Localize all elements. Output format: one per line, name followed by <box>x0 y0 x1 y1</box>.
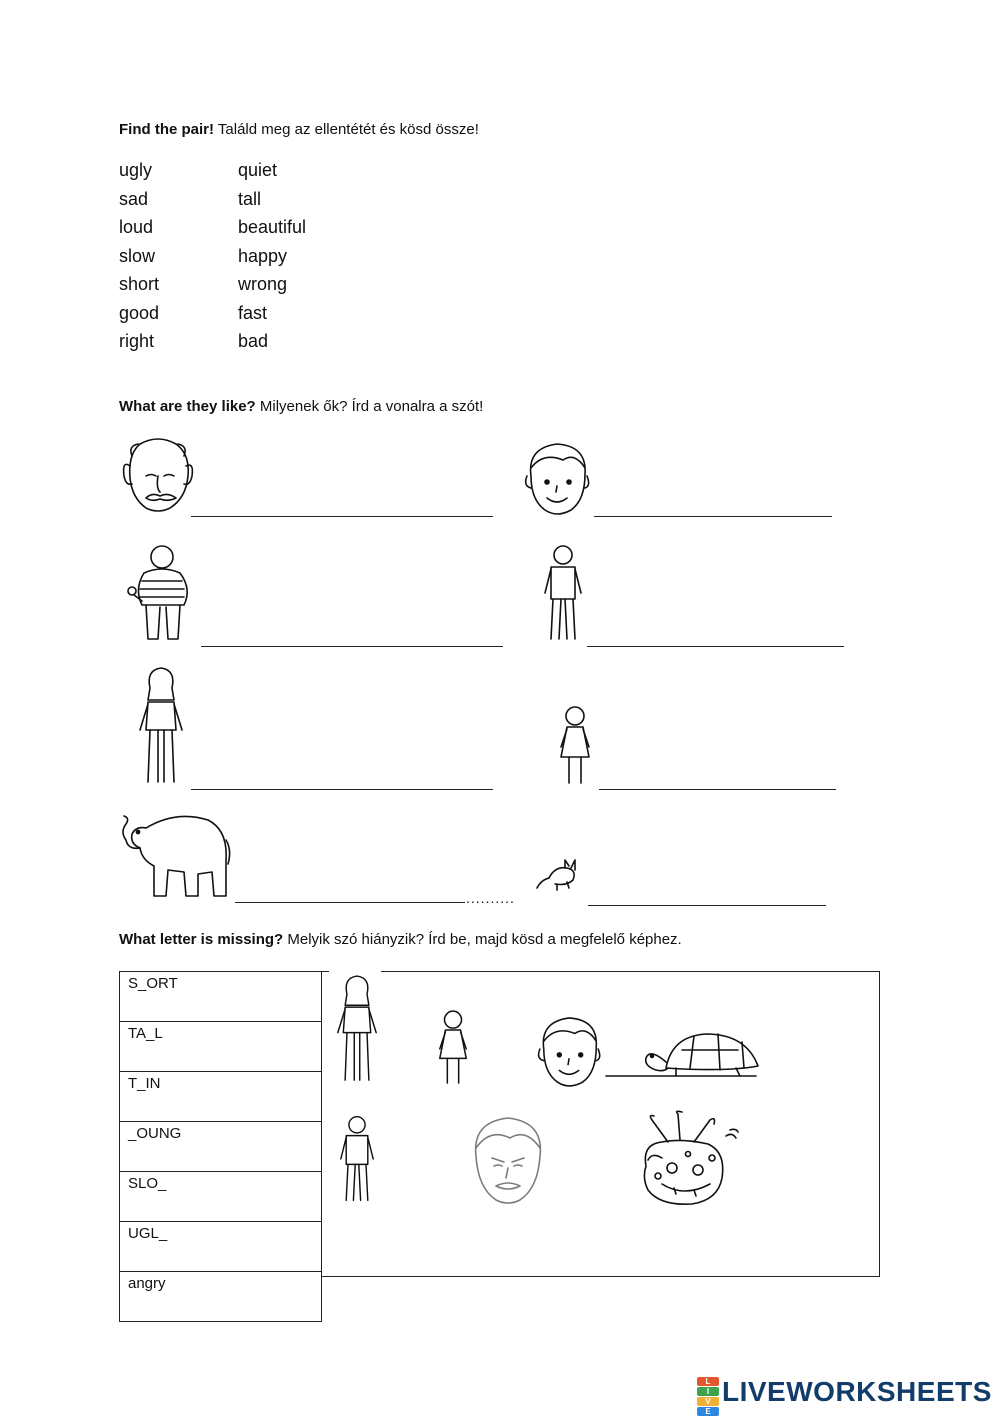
left-word[interactable]: loud <box>119 217 154 237</box>
mouse-icon <box>535 856 581 892</box>
find-pair-heading <box>119 121 479 138</box>
table-row <box>120 1072 322 1122</box>
word-cell[interactable]: UGL_ <box>120 1222 322 1272</box>
right-word[interactable]: fast <box>238 303 268 323</box>
turtle-icon <box>606 1028 764 1082</box>
answer-line[interactable] <box>588 905 826 906</box>
answer-line[interactable] <box>235 902 465 903</box>
word-cell[interactable]: S_ORT <box>120 972 322 1022</box>
small-girl-icon <box>557 705 593 787</box>
answer-line[interactable] <box>201 646 503 647</box>
heading-bold: Find the pair! <box>119 121 214 138</box>
badge-letter: V <box>697 1397 719 1406</box>
left-word[interactable]: slow <box>119 246 156 266</box>
heading-bold: What are they like? <box>119 398 256 415</box>
right-word[interactable]: bad <box>238 331 269 351</box>
what-like-heading <box>119 398 483 415</box>
elephant-icon <box>116 810 230 902</box>
table-row <box>120 1272 322 1322</box>
missing-letter-heading <box>119 931 682 948</box>
dotted-line: .......... <box>466 890 515 906</box>
right-word[interactable]: wrong <box>238 274 288 294</box>
tall-girl-icon <box>138 666 184 786</box>
liveworksheets-logo <box>697 1375 992 1416</box>
old-man-icon <box>118 436 198 516</box>
missing-letter-table <box>119 971 322 1322</box>
boy-face-icon <box>536 1012 604 1088</box>
word-cell[interactable]: TA_L <box>120 1022 322 1072</box>
word-cell[interactable]: _OUNG <box>120 1122 322 1172</box>
badge-letter: I <box>697 1387 719 1396</box>
logo-badge <box>697 1377 719 1416</box>
left-word[interactable]: right <box>119 331 155 351</box>
answer-line[interactable] <box>587 646 844 647</box>
answer-line[interactable] <box>191 789 493 790</box>
tall-girl-icon <box>336 970 378 1088</box>
word-cell[interactable]: SLO_ <box>120 1172 322 1222</box>
table-row <box>120 1222 322 1272</box>
badge-letter: E <box>697 1407 719 1416</box>
left-word[interactable]: sad <box>119 189 149 209</box>
table-row <box>120 1172 322 1222</box>
box-top-border <box>381 971 879 972</box>
word-cell[interactable]: angry <box>120 1272 322 1322</box>
fat-boy-icon <box>122 543 198 645</box>
angry-boy-icon <box>466 1112 550 1208</box>
monster-icon <box>632 1112 742 1210</box>
right-word[interactable]: beautiful <box>238 217 307 237</box>
logo-text: LIVEWORKSHEETS <box>722 1376 992 1407</box>
heading-bold: What letter is missing? <box>119 931 284 948</box>
thin-boy-icon <box>543 543 583 643</box>
boy-face-icon <box>523 438 593 516</box>
answer-line[interactable] <box>599 789 836 790</box>
left-word[interactable]: good <box>119 303 160 323</box>
left-word[interactable]: short <box>119 274 160 294</box>
answer-line[interactable] <box>594 516 832 517</box>
badge-letter: L <box>697 1377 719 1386</box>
word-cell[interactable]: T_IN <box>120 1072 322 1122</box>
thin-boy-icon <box>339 1110 375 1208</box>
box-top-border <box>321 971 329 972</box>
table-row <box>120 1022 322 1072</box>
right-word[interactable]: quiet <box>238 160 278 180</box>
left-word[interactable]: ugly <box>119 160 153 180</box>
table-row <box>120 972 322 1022</box>
heading-text: Találd meg az ellentétét és kösd össze! <box>214 121 479 138</box>
answer-line[interactable] <box>191 516 493 517</box>
small-girl-icon <box>436 1008 470 1088</box>
right-word[interactable]: happy <box>238 246 288 266</box>
heading-text: Melyik szó hiányzik? Írd be, majd kösd a megfelelő képhez. <box>283 931 682 948</box>
table-row <box>120 1122 322 1172</box>
right-word[interactable]: tall <box>238 189 262 209</box>
heading-text: Milyenek ők? Írd a vonalra a szót! <box>255 398 484 415</box>
